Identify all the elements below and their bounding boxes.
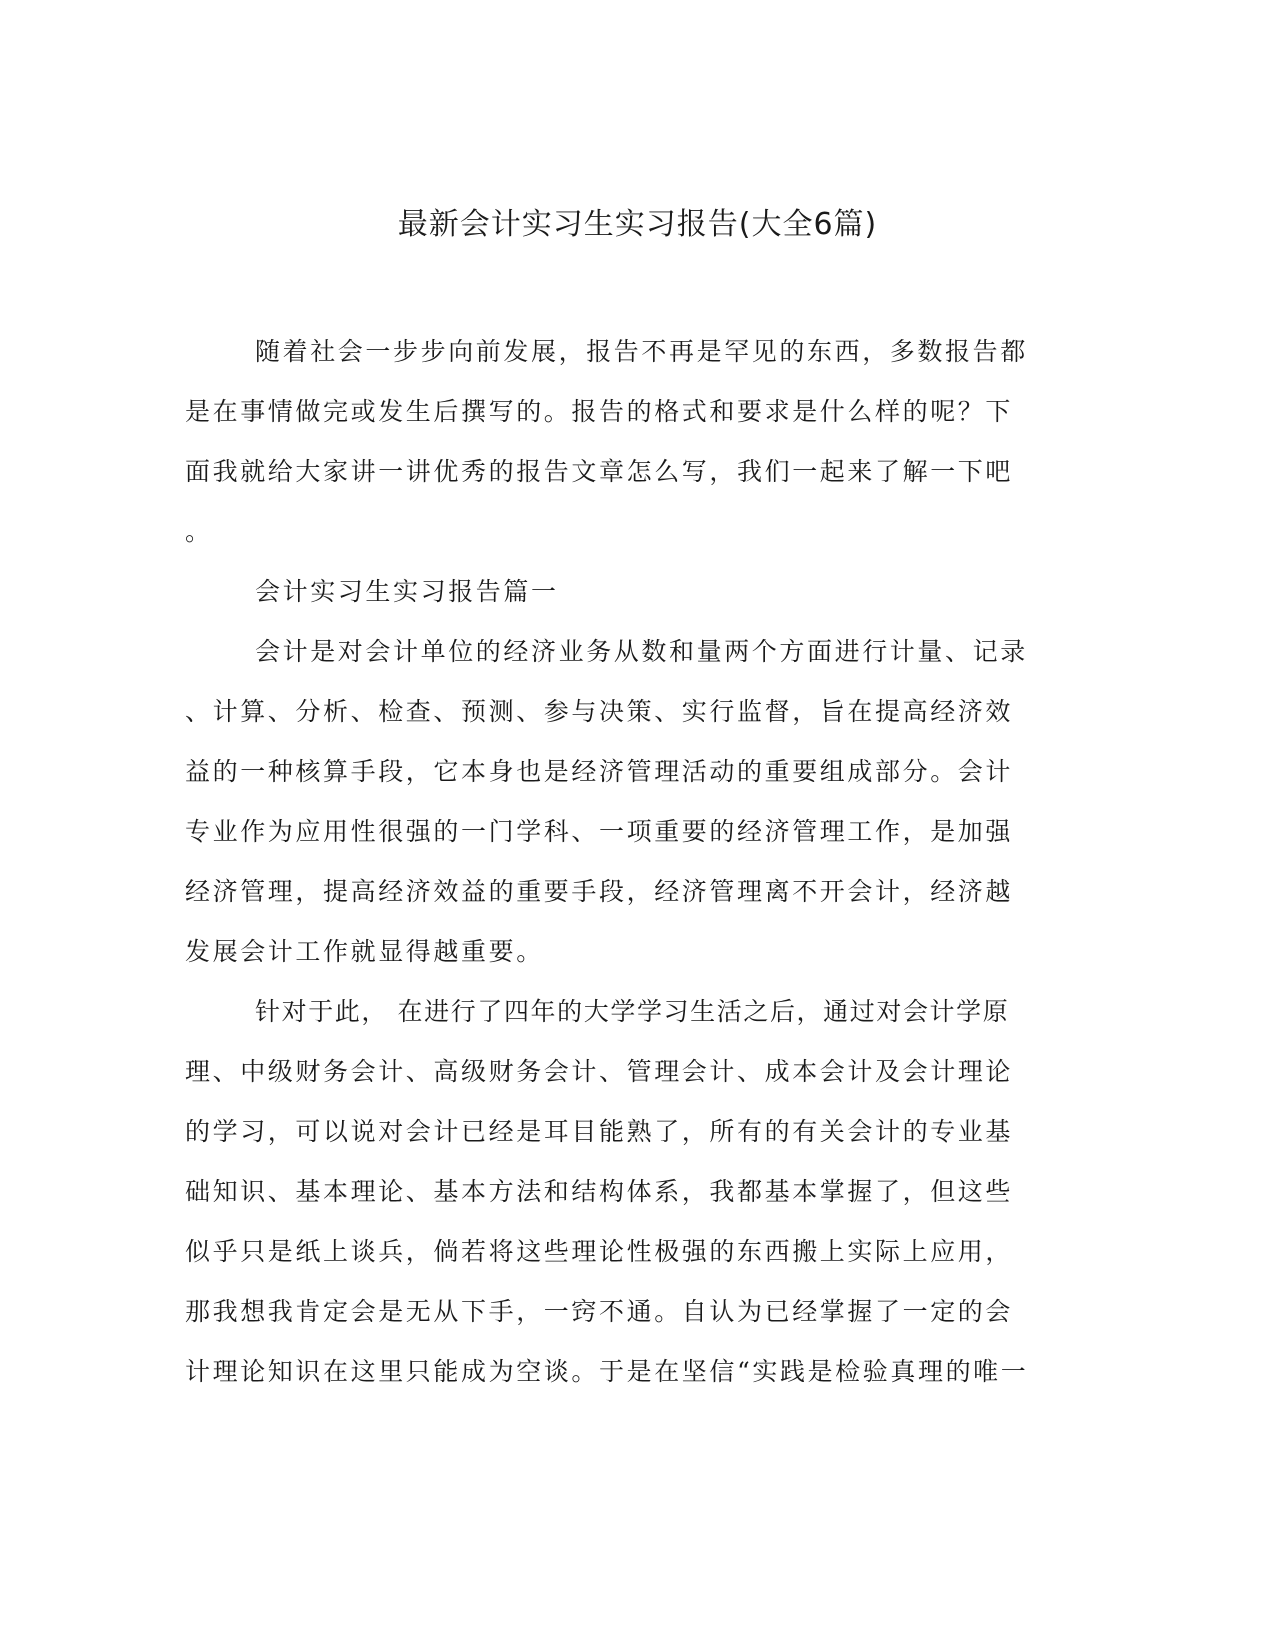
para2-line-2: 理、中级财务会计、高级财务会计、管理会计、成本会计及会计理论: [185, 1057, 1014, 1086]
para1-line-6: 发展会计工作就显得越重要。: [185, 937, 544, 966]
para1-line-1: 会计是对会计单位的经济业务从数和量两个方面进行计量、记录: [255, 637, 1028, 666]
para2-line-4: 础知识、基本理论、基本方法和结构体系，我都基本掌握了，但这些: [185, 1177, 1014, 1206]
para1-line-5: 经济管理，提高经济效益的重要手段，经济管理离不开会计，经济越: [185, 877, 1014, 906]
para1-line-4: 专业作为应用性很强的一门学科、一项重要的经济管理工作，是加强: [185, 817, 1014, 846]
intro-line-3: 面我就给大家讲一讲优秀的报告文章怎么写，我们一起来了解一下吧: [185, 457, 1014, 486]
document-title: 最新会计实习生实习报告(大全6篇): [397, 207, 878, 242]
para2-line-6: 那我想我肯定会是无从下手，一窍不通。自认为已经掌握了一定的会: [185, 1297, 1014, 1326]
section-heading: 会计实习生实习报告篇一: [255, 577, 559, 606]
para1-line-2: 、计算、分析、检查、预测、参与决策、实行监督，旨在提高经济效: [185, 697, 1014, 726]
para1-line-3: 益的一种核算手段，它本身也是经济管理活动的重要组成部分。会计: [185, 757, 1014, 786]
para2-line-1: 针对于此， 在进行了四年的大学学习生活之后，通过对会计学原: [255, 997, 1010, 1026]
para2-line-3: 的学习，可以说对会计已经是耳目能熟了，所有的有关会计的专业基: [185, 1117, 1014, 1146]
intro-line-4: 。: [185, 517, 213, 546]
document-body: [185, 322, 1065, 1402]
para2-line-7: 计理论知识在这里只能成为空谈。于是在坚信“实践是检验真理的唯一: [185, 1357, 1029, 1386]
para2-line-5: 似乎只是纸上谈兵，倘若将这些理论性极强的东西搬上实际上应用，: [185, 1237, 1014, 1266]
intro-line-2: 是在事情做完或发生后撰写的。报告的格式和要求是什么样的呢？下: [185, 397, 1014, 426]
intro-line-1: 随着社会一步步向前发展，报告不再是罕见的东西，多数报告都: [255, 337, 1028, 366]
